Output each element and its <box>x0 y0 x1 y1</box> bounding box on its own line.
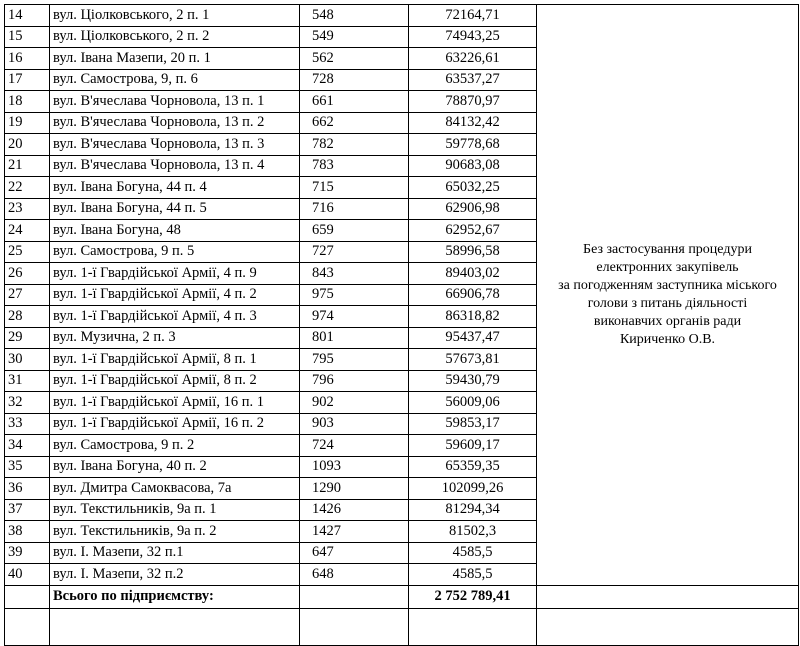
row-address: вул. Івана Богуна, 40 п. 2 <box>50 456 300 478</box>
row-code: 727 <box>300 241 409 263</box>
total-note-cell <box>537 585 799 608</box>
row-code: 801 <box>300 327 409 349</box>
row-amount: 4585,5 <box>409 542 537 564</box>
row-amount: 102099,26 <box>409 478 537 500</box>
row-address: вул. Ціолковського, 2 п. 2 <box>50 26 300 48</box>
row-amount: 95437,47 <box>409 327 537 349</box>
empty-cell <box>537 608 799 645</box>
row-number: 32 <box>5 392 50 414</box>
row-number: 28 <box>5 306 50 328</box>
note-line: за погодженням заступника міського <box>558 277 777 293</box>
row-number: 16 <box>5 48 50 70</box>
row-code: 548 <box>300 5 409 27</box>
row-address: вул. В'ячеслава Чорновола, 13 п. 2 <box>50 112 300 134</box>
row-code: 728 <box>300 69 409 91</box>
row-code: 903 <box>300 413 409 435</box>
note-line: виконавчих органів ради <box>593 313 742 329</box>
row-amount: 84132,42 <box>409 112 537 134</box>
row-number: 20 <box>5 134 50 156</box>
row-address: вул. Дмитра Самоквасова, 7а <box>50 478 300 500</box>
row-address: вул. Івана Мазепи, 20 п. 1 <box>50 48 300 70</box>
row-code: 715 <box>300 177 409 199</box>
row-code: 782 <box>300 134 409 156</box>
row-code: 1290 <box>300 478 409 500</box>
row-code: 549 <box>300 26 409 48</box>
row-code: 661 <box>300 91 409 113</box>
row-number: 24 <box>5 220 50 242</box>
row-number: 23 <box>5 198 50 220</box>
row-address: вул. 1-ї Гвардійської Армії, 16 п. 1 <box>50 392 300 414</box>
row-number: 22 <box>5 177 50 199</box>
row-address: вул. Івана Богуна, 44 п. 4 <box>50 177 300 199</box>
row-code: 724 <box>300 435 409 457</box>
total-label: Всього по підприємству: <box>50 585 300 608</box>
row-code: 662 <box>300 112 409 134</box>
row-address: вул. Івана Богуна, 44 п. 5 <box>50 198 300 220</box>
note-line: Без застосування процедури <box>583 241 752 257</box>
row-address: вул. Ціолковського, 2 п. 1 <box>50 5 300 27</box>
row-number: 37 <box>5 499 50 521</box>
row-amount: 57673,81 <box>409 349 537 371</box>
row-number: 18 <box>5 91 50 113</box>
note-line: голови з питань діяльності <box>587 295 748 311</box>
row-address: вул. В'ячеслава Чорновола, 13 п. 3 <box>50 134 300 156</box>
row-amount: 81502,3 <box>409 521 537 543</box>
row-amount: 59430,79 <box>409 370 537 392</box>
row-amount: 62906,98 <box>409 198 537 220</box>
row-amount: 59778,68 <box>409 134 537 156</box>
total-row <box>5 585 799 608</box>
total-number-cell <box>5 585 50 608</box>
row-code: 796 <box>300 370 409 392</box>
row-number: 19 <box>5 112 50 134</box>
row-address: вул. Самострова, 9 п. 5 <box>50 241 300 263</box>
row-address: вул. Текстильників, 9а п. 2 <box>50 521 300 543</box>
row-amount: 56009,06 <box>409 392 537 414</box>
row-number: 21 <box>5 155 50 177</box>
row-amount: 58996,58 <box>409 241 537 263</box>
row-address: вул. 1-ї Гвардійської Армії, 8 п. 1 <box>50 349 300 371</box>
row-code: 975 <box>300 284 409 306</box>
row-code: 795 <box>300 349 409 371</box>
row-address: вул. 1-ї Гвардійської Армії, 16 п. 2 <box>50 413 300 435</box>
row-code: 1427 <box>300 521 409 543</box>
empty-cell <box>5 608 50 645</box>
row-address: вул. Текстильників, 9а п. 1 <box>50 499 300 521</box>
row-number: 27 <box>5 284 50 306</box>
row-amount: 65032,25 <box>409 177 537 199</box>
row-code: 659 <box>300 220 409 242</box>
row-address: вул. Музична, 2 п. 3 <box>50 327 300 349</box>
row-address: вул. Івана Богуна, 48 <box>50 220 300 242</box>
row-code: 783 <box>300 155 409 177</box>
row-number: 25 <box>5 241 50 263</box>
row-amount: 86318,82 <box>409 306 537 328</box>
empty-row <box>5 608 799 645</box>
note-line: електронних закупівель <box>596 259 739 275</box>
row-number: 26 <box>5 263 50 285</box>
note-line: Кириченко О.В. <box>619 331 716 347</box>
row-number: 29 <box>5 327 50 349</box>
row-address: вул. В'ячеслава Чорновола, 13 п. 1 <box>50 91 300 113</box>
row-address: вул. І. Мазепи, 32 п.1 <box>50 542 300 564</box>
row-code: 716 <box>300 198 409 220</box>
table-row <box>5 5 799 27</box>
row-number: 33 <box>5 413 50 435</box>
row-amount: 74943,25 <box>409 26 537 48</box>
row-code: 1426 <box>300 499 409 521</box>
row-number: 35 <box>5 456 50 478</box>
row-address: вул. Самострова, 9 п. 2 <box>50 435 300 457</box>
row-code: 974 <box>300 306 409 328</box>
row-amount: 65359,35 <box>409 456 537 478</box>
row-code: 648 <box>300 564 409 586</box>
empty-cell <box>409 608 537 645</box>
row-code: 1093 <box>300 456 409 478</box>
total-code-cell <box>300 585 409 608</box>
empty-cell <box>50 608 300 645</box>
row-amount: 62952,67 <box>409 220 537 242</box>
row-number: 31 <box>5 370 50 392</box>
row-code: 647 <box>300 542 409 564</box>
row-amount: 72164,71 <box>409 5 537 27</box>
row-amount: 90683,08 <box>409 155 537 177</box>
procurement-note <box>537 5 799 586</box>
row-amount: 81294,34 <box>409 499 537 521</box>
row-amount: 59609,17 <box>409 435 537 457</box>
row-address: вул. 1-ї Гвардійської Армії, 4 п. 3 <box>50 306 300 328</box>
row-number: 40 <box>5 564 50 586</box>
row-number: 36 <box>5 478 50 500</box>
row-amount: 59853,17 <box>409 413 537 435</box>
row-address: вул. 1-ї Гвардійської Армії, 4 п. 9 <box>50 263 300 285</box>
row-number: 17 <box>5 69 50 91</box>
row-number: 30 <box>5 349 50 371</box>
row-amount: 63537,27 <box>409 69 537 91</box>
row-number: 15 <box>5 26 50 48</box>
row-amount: 66906,78 <box>409 284 537 306</box>
row-address: вул. 1-ї Гвардійської Армії, 4 п. 2 <box>50 284 300 306</box>
row-number: 38 <box>5 521 50 543</box>
row-amount: 78870,97 <box>409 91 537 113</box>
row-number: 14 <box>5 5 50 27</box>
total-amount: 2 752 789,41 <box>409 585 537 608</box>
procurement-table <box>4 4 799 646</box>
row-code: 843 <box>300 263 409 285</box>
row-amount: 4585,5 <box>409 564 537 586</box>
table-body <box>5 5 799 646</box>
row-address: вул. В'ячеслава Чорновола, 13 п. 4 <box>50 155 300 177</box>
row-amount: 89403,02 <box>409 263 537 285</box>
row-code: 562 <box>300 48 409 70</box>
row-address: вул. 1-ї Гвардійської Армії, 8 п. 2 <box>50 370 300 392</box>
row-number: 34 <box>5 435 50 457</box>
row-address: вул. Самострова, 9, п. 6 <box>50 69 300 91</box>
row-code: 902 <box>300 392 409 414</box>
row-number: 39 <box>5 542 50 564</box>
row-amount: 63226,61 <box>409 48 537 70</box>
row-address: вул. І. Мазепи, 32 п.2 <box>50 564 300 586</box>
empty-cell <box>300 608 409 645</box>
